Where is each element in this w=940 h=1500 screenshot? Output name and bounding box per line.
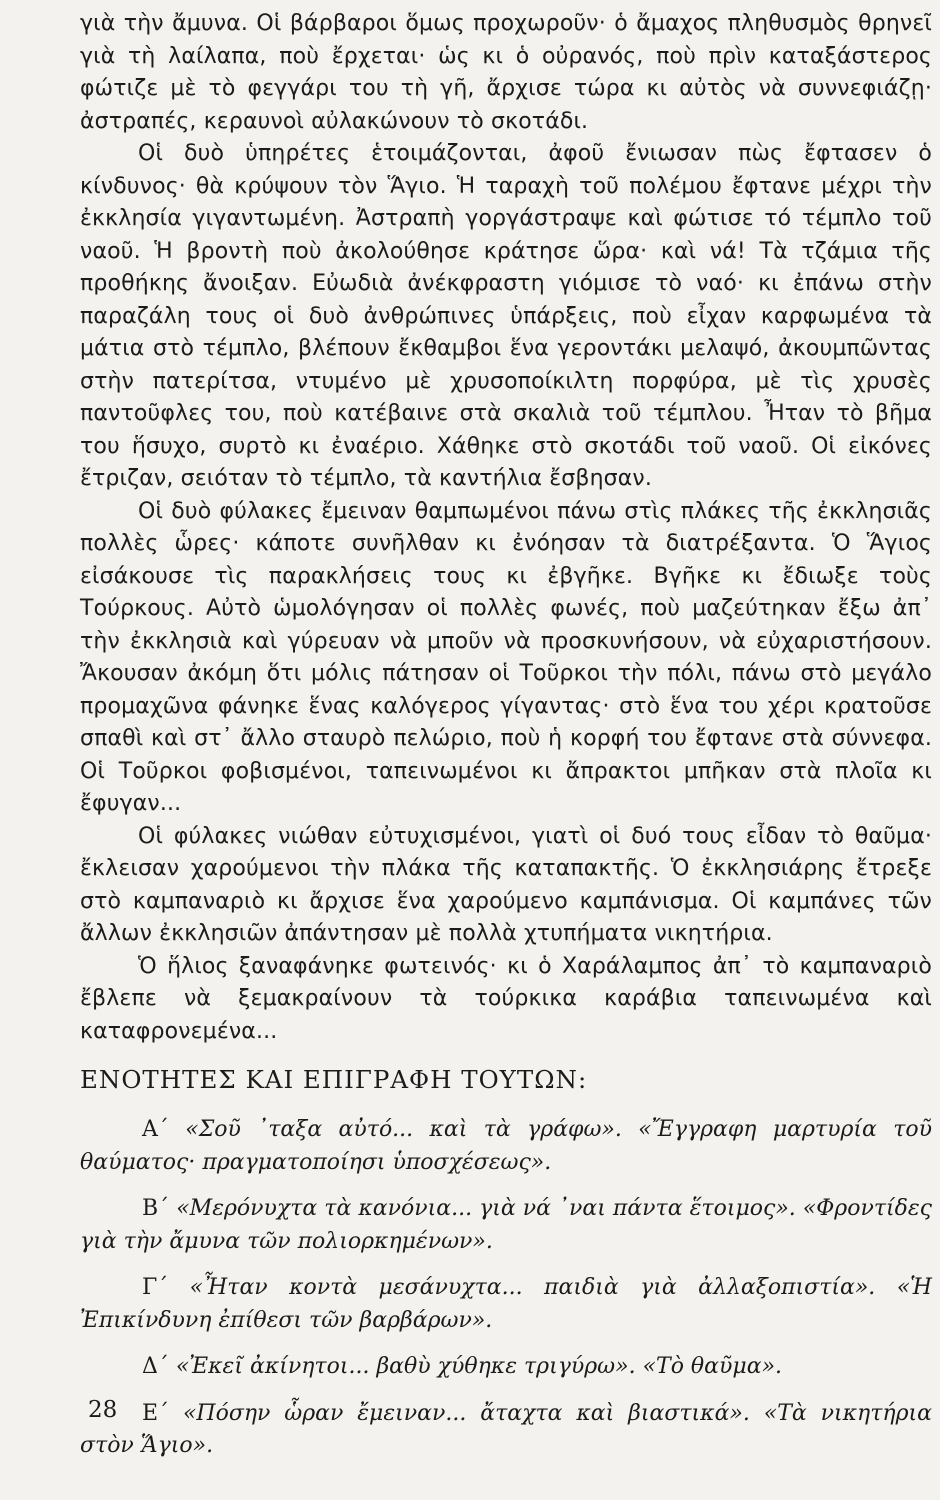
paragraph-servants: Οἱ δυὸ ὑπηρέτες ἑτοιμάζονται, ἀφοῦ ἔνιωσαν πὼς ἔφτασεν ὁ κίνδυνος· θὰ κρύψουν τὸν Ἅγιο. Ἡ ταραχὴ τοῦ πολέμου ἔφτανε μέχρι τὴν ἐκκλησία γιγαντωμένη. Ἀστραπὴ γοργάστραψε καὶ φώτισε τό τέμπλο τοῦ ναοῦ. Ἡ βροντὴ ποὺ ἀκολούθησε κράτησε ὥρα· καὶ νά! Τὰ τζάμια τῆς προθήκης ἄνοιξαν. Εὐωδιὰ ἀνέκφραστη γιόμισε τὸ ναό· κι ἐπάνω στὴν παραζάλη τους οἱ δυὸ ἀνθρώπινες ὑπάρξεις, ποὺ εἶχαν καρφωμένα τὰ μάτια στὸ τέμπλο, βλέπουν ἔκθαμβοι ἕνα γεροντάκι μελαψό, ἀκουμπῶντας στὴν πατερίτσα, ντυμένο μὲ χρυσοποίκιλτη πορφύρα, μὲ τὶς χρυσὲς παντοῦφλες του, ποὺ κατέβαινε στὰ σκαλιὰ τοῦ τέμπλου. Ἦταν τὸ βῆμα του ἥσυχο, συρτὸ κι ἐναέριο. Χάθηκε στὸ σκοτάδι τοῦ ναοῦ. Οἱ εἰκόνες ἔτριζαν, σειόταν τὸ τέμπλο, τὰ καντήλια ἔσβησαν. xyxy=(80,141,932,491)
section-heading: ΕΝΟΤΗΤΕΣ ΚΑΙ ΕΠΙΓΡΑΦΗ ΤΟΥΤΩΝ: xyxy=(80,1065,588,1094)
page-body xyxy=(80,8,932,1477)
unit-item xyxy=(80,1272,932,1337)
unit-label: Α΄ xyxy=(142,1117,169,1142)
unit-text: «Μερόνυχτα τὰ κανόνια... γιὰ νά ᾿ναι πάντα ἕτοιμος». «Φροντίδες γιὰ τὴν ἄμυνα τῶν πολιορκημένων». xyxy=(80,1196,933,1254)
unit-label: Ε΄ xyxy=(142,1400,170,1426)
unit-text: «Ἐκεῖ ἀκίνητοι... βαθὺ χύθηκε τριγύρω». «Τὸ θαῦμα». xyxy=(175,1354,783,1379)
paragraph-guards: Οἱ δυὸ φύλακες ἔμειναν θαμπωμένοι πάνω στὶς πλάκες τῆς ἐκκλησιᾶς πολλὲς ὧρες· κάποτε συνῆλθαν κι ἐνόησαν τὰ διατρέξαντα. Ὁ Ἅγιος εἰσάκουσε τὶς παρακλήσεις τους κι ἐβγῆκε. Βγῆκε κι ἔδιωξε τοὺς Τούρκους. Αὐτὸ ὡμολόγησαν οἱ πολλὲς φωνές, ποὺ μαζεύτηκαν ἔξω ἀπ᾿ τὴν ἐκκλησιὰ καὶ γύρευαν νὰ μποῦν νὰ προσκυνήσουν, νὰ εὐχαριστήσουν. Ἄκουσαν ἀκόμη ὅτι μόλις πάτησαν οἱ Τοῦρκοι τὴν πόλι, πάνω στὸ μεγάλο προμαχῶνα φάνηκε ἕνας καλόγερος γίγαντας· στὸ ἕνα του χέρι κρατοῦσε σπαθὶ καὶ στ᾿ ἄλλο σταυρὸ πελώριο, ποὺ ἡ κορφή του ἔφτανε στὰ σύννεφα. Οἱ Τοῦρκοι φοβισμένοι, ταπεινωμένοι κι ἄπρακτοι μπῆκαν στὰ πλοῖα κι ἔφυγαν... xyxy=(80,498,932,816)
paragraph-continuation: γιὰ τὴν ἄμυνα. Οἱ βάρβαροι ὅμως προχωροῦν· ὁ ἄμαχος πληθυσμὸς θρηνεῖ γιὰ τὴ λαίλαπα, ποὺ ἔρχεται· ὡς κι ὁ οὐρανός, ποὺ πρὶν καταξάστερος φώτιζε μὲ τὸ φεγγάρι του τὴ γῆ, ἄρχισε τώρα κι αὐτὸς νὰ συννεφιάζῃ· ἀστραπές, κεραυνοὶ αὐλακώνουν τὸ σκοτάδι. xyxy=(80,11,932,134)
paragraph-sun: Ὁ ἥλιος ξαναφάνηκε φωτεινός· κι ὁ Χαράλαμπος ἀπ᾿ τὸ καμπαναριὸ ἔβλεπε νὰ ξεμακραίνουν τὰ τούρκικα καράβια ταπεινωμένα καὶ καταφρονεμένα... xyxy=(80,953,932,1044)
unit-item xyxy=(80,1114,932,1179)
page-number: 28 xyxy=(88,1397,118,1423)
unit-item xyxy=(80,1398,932,1463)
unit-label: Δ΄ xyxy=(142,1354,169,1379)
unit-text: «Πόσην ὧραν ἔμειναν... ἄταχτα καὶ βιαστικά». «Τὰ νικητήρια στὸν Ἅγιο». xyxy=(80,1400,932,1458)
paragraph-bells: Οἱ φύλακες νιώθαν εὐτυχισμένοι, γιατὶ οἱ δυό τους εἶδαν τὸ θαῦμα· ἔκλεισαν χαρούμενοι τὴν πλάκα τῆς καταπακτῆς. Ὁ ἐκκλησιάρης ἔτρεξε στὸ καμπαναριὸ κι ἄρχισε ἕνα χαρούμενο καμπάνισμα. Οἱ καμπάνες τῶν ἄλλων ἐκκλησιῶν ἀπάντησαν μὲ πολλὰ χτυπήματα νικητήρια. xyxy=(80,823,932,946)
unit-label: Β΄ xyxy=(142,1196,170,1221)
unit-label: Γ΄ xyxy=(142,1275,169,1300)
unit-item xyxy=(80,1193,932,1258)
unit-text: «Σοῦ ᾿ταξα αὐτό... καὶ τὰ γράφω». «Ἔγγραφη μαρτυρία τοῦ θαύματος· πραγματοποίησι ὑποσχέσεως». xyxy=(80,1117,933,1175)
unit-text: «Ἦταν κοντὰ μεσάνυχτα... παιδιὰ γιὰ ἀλλαξοπιστία». «Ἡ Ἐπικίνδυνη ἐπίθεσι τῶν βαρβάρων». xyxy=(80,1275,932,1333)
unit-item xyxy=(80,1351,932,1384)
